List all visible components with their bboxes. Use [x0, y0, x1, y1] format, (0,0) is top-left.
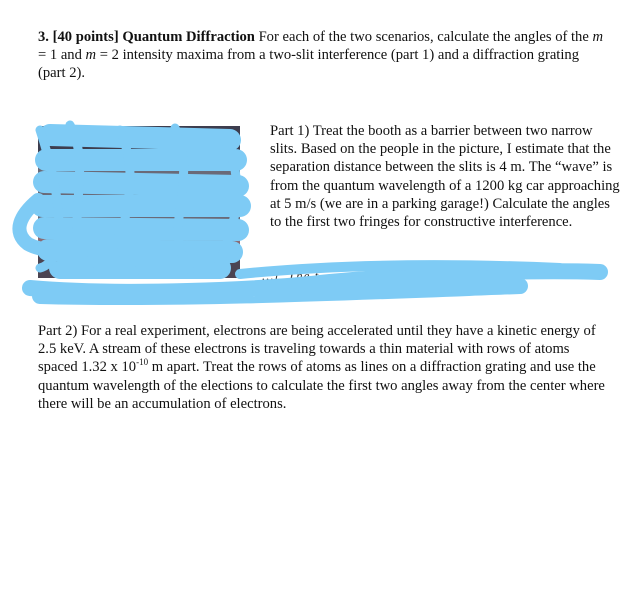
obscured-text-fragment: ...l. The t... [262, 268, 332, 283]
part-2-text-after: m apart. Treat the rows of atoms as lines on a diffraction grating and use the quantum wavelength of the elections to calculate the first two angles away from the center where there will be an accumulation of electrons. [38, 359, 605, 412]
intro-text-2: = 1 and [38, 47, 86, 64]
m-variable-2: m [85, 47, 97, 64]
problem-points: [40 points] [52, 29, 119, 45]
problem-number: 3. [38, 29, 49, 45]
m-variable-1: m [592, 29, 604, 45]
part-1-text: Part 1) Treat the booth as a barrier between two narrow slits. Based on the people in the picture, I estimate that the separation distance between the slits is 4 m. The “wave” is from the quantum wavelength of a 1200 kg car approaching at 5 m/s (we are in a parking garage!) Calculate the angles to the first two fringes for constructive interference. [270, 123, 620, 231]
exponent: -10 [136, 357, 149, 368]
intro-text-1: For each of the two scenarios, calculate the angles of the [254, 29, 593, 45]
intro-text-3: = 2 intensity maxima from a two-slit interference (part 1) and a diffraction grating (part 2). [38, 47, 579, 82]
part-2-text-before: Part 2) For a real experiment, electrons are being accelerated until they have a kinetic energy of 2.5 keV. A stream of these electrons is traveling towards a thin material with rows of atoms spaced 1.32 x 10 [38, 323, 596, 376]
problem-title: Quantum Diffraction [122, 29, 255, 45]
part-2-text [38, 322, 610, 413]
